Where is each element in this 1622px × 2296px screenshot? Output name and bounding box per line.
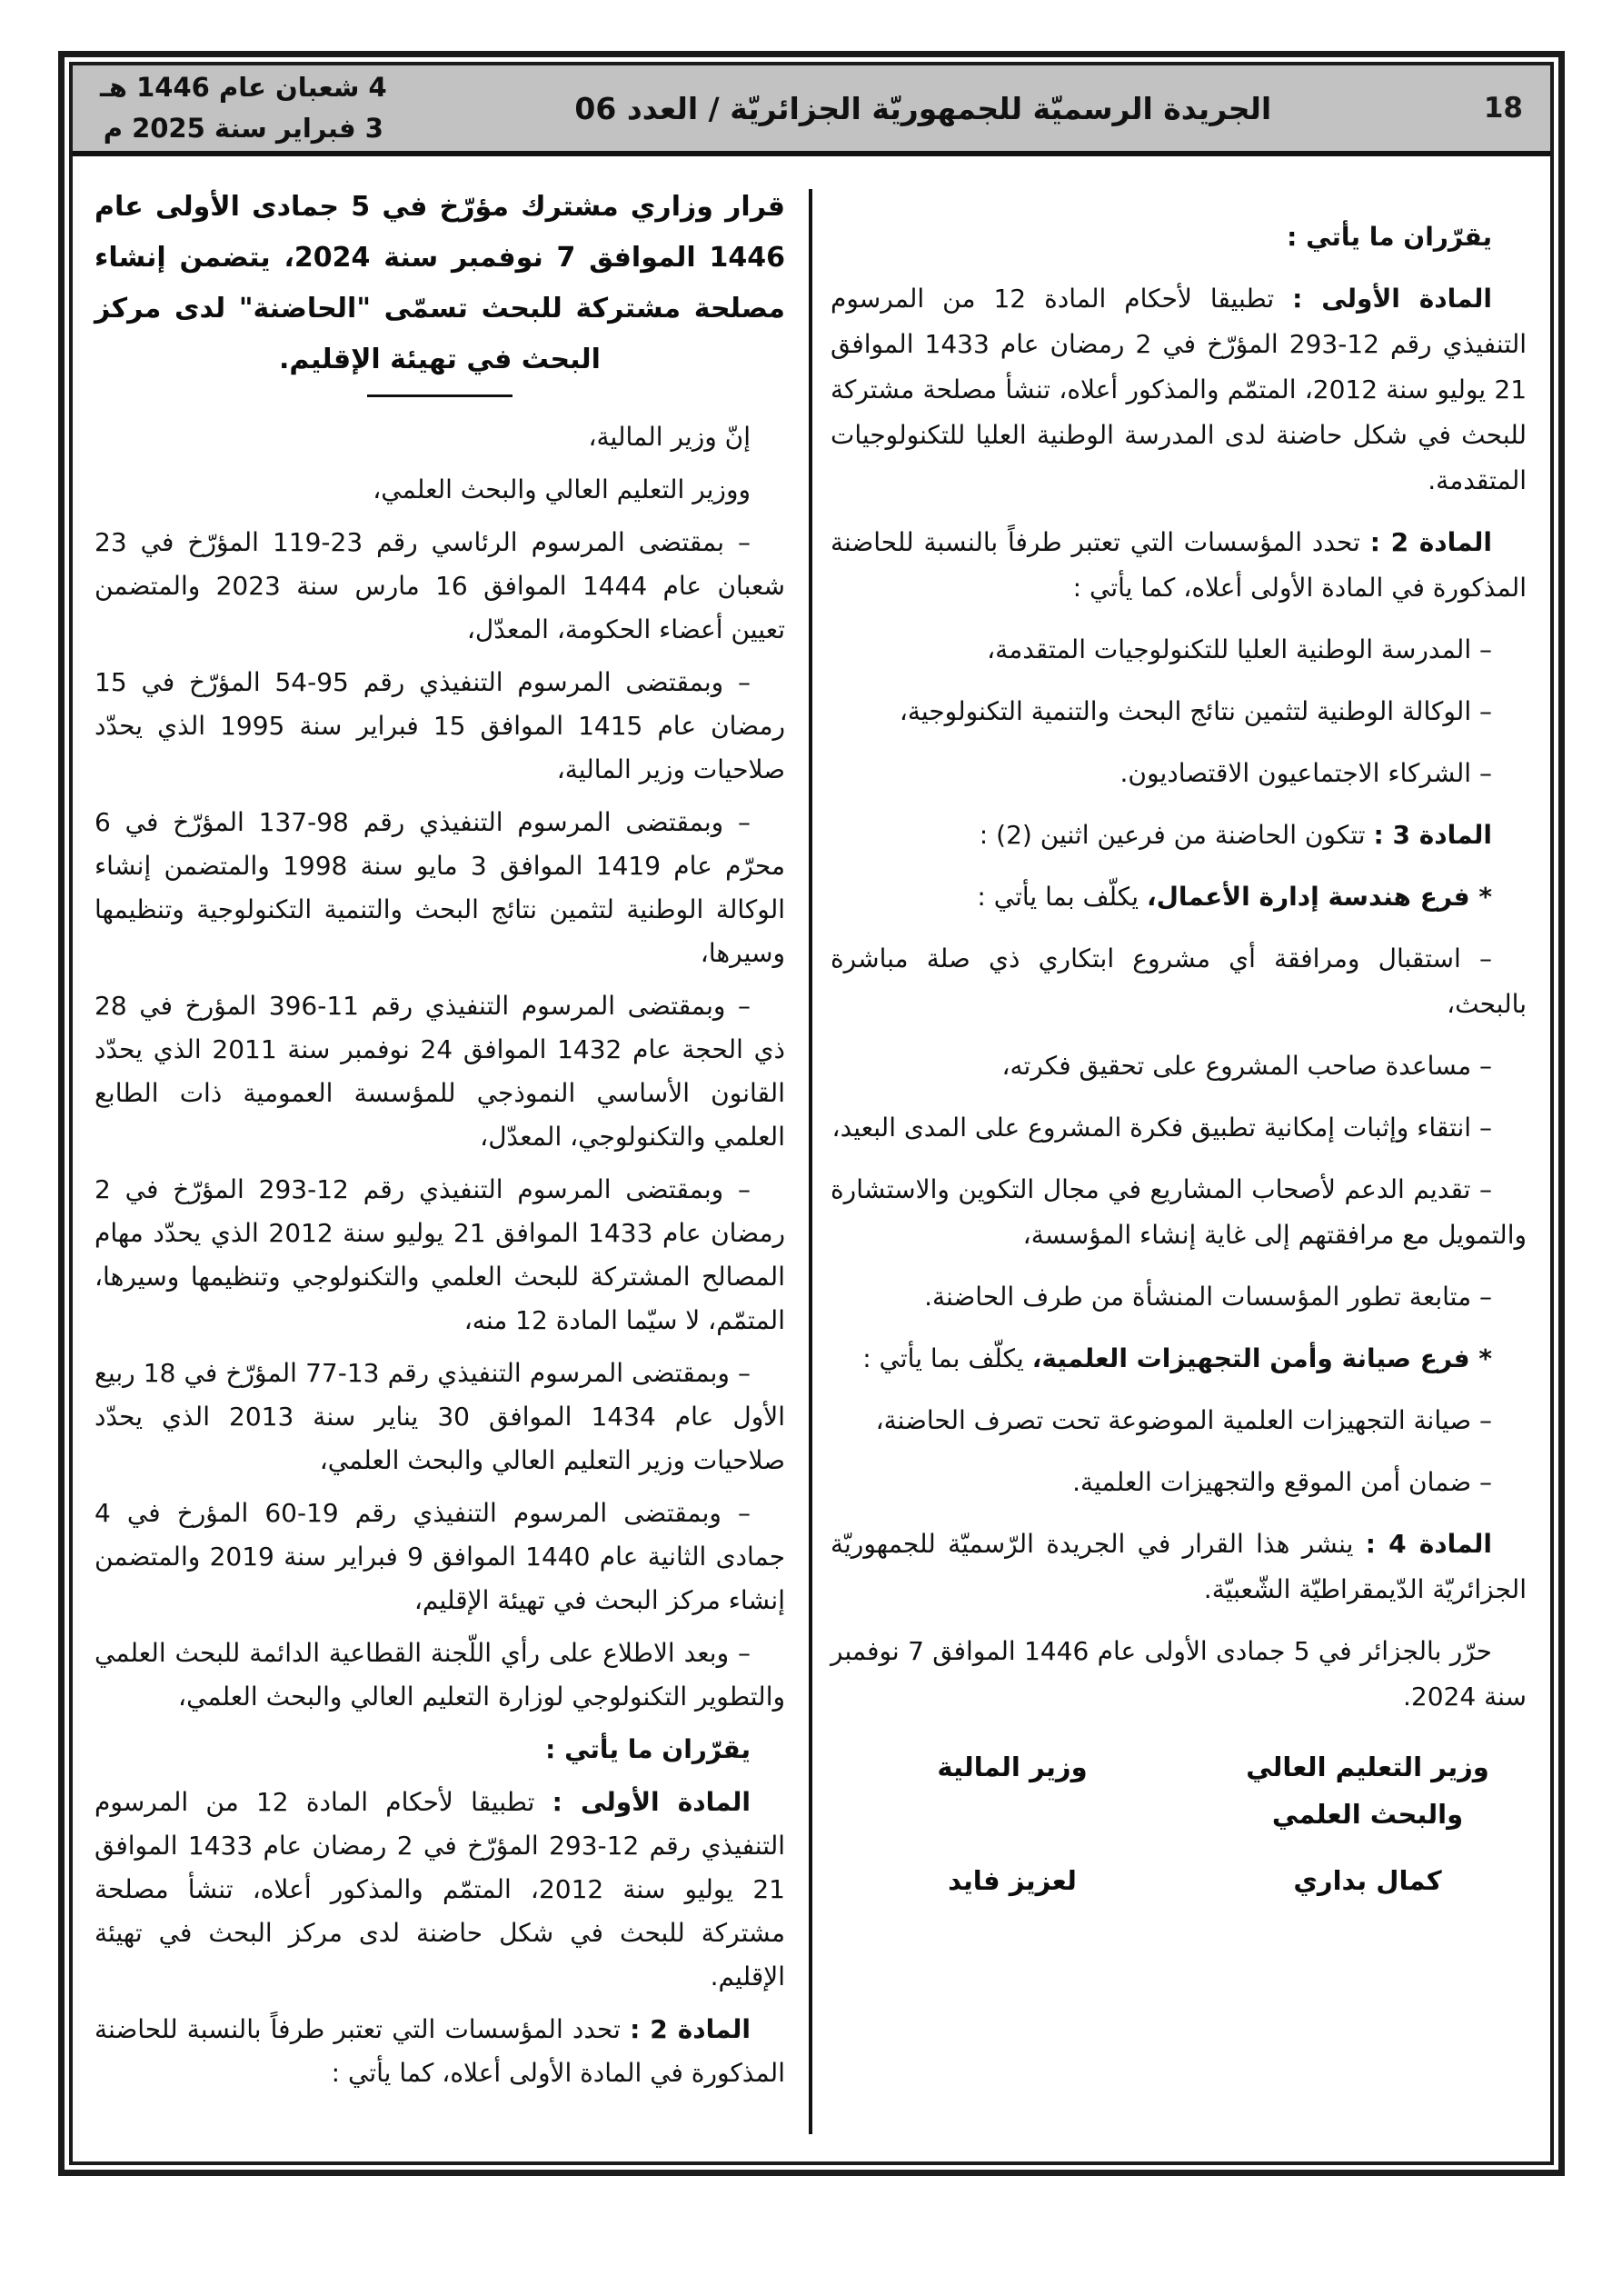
visa-item [95, 1352, 785, 1482]
visa-item [95, 521, 785, 652]
list-item [831, 1398, 1527, 1443]
list-item [831, 1105, 1527, 1151]
page-frame-inner [69, 62, 1554, 2165]
paragraph-lead: المادة الأولى : [552, 1787, 751, 1817]
paragraph-text: – الشركاء الاجتماعيون الاقتصاديون. [1119, 758, 1492, 788]
article-4 [831, 1522, 1527, 1612]
paragraph-lead: المادة 3 : [1373, 820, 1492, 850]
paragraph-text: تحدد المؤسسات التي تعتبر طرفاً بالنسبة للحاضنة المذكورة في المادة الأولى أعلاه، كما يأتي : [95, 2014, 785, 2088]
paragraph-text: إنّ وزير المالية، [588, 422, 751, 452]
paragraph-text: – وبمقتضى المرسوم التنفيذي رقم 11-396 المؤرخ في 28 ذي الحجة عام 1432 الموافق 24 نوفمبر سنة 2011 الذي يحدّد القانون الأساسي النموذجي للمؤسسة العمومية ذات الطابع العلمي والتكنولوجي، المعدّل، [95, 991, 785, 1152]
paragraph-text: تتكون الحاضنة من فرعين اثنين (2) : [979, 820, 1366, 850]
paragraph-lead: يقرّران ما يأتي : [545, 1734, 751, 1764]
date-gregorian: 3 فبراير سنة 2025 م [103, 113, 383, 144]
visa-item [95, 1168, 785, 1343]
article-2 [831, 520, 1527, 611]
journal-title: الجريدة الرسميّة للجمهوريّة الجزائريّة / العدد 06 [574, 90, 1272, 126]
visa-item [95, 1492, 785, 1622]
decision-intro [95, 1728, 785, 1772]
paragraph-text: تطبيقا لأحكام المادة 12 من المرسوم التنفيذي رقم 12-293 المؤرّخ في 2 رمضان عام 1433 الموافق 21 يوليو سنة 2012، المتمّم والمذكور أعلاه، تنشأ مصلحة مشتركة للبحث في شكل حاضنة لدى المدرسة الوطنية العليا للتكنولوجيات المتقدمة. [831, 284, 1527, 495]
signatures [858, 1743, 1518, 1896]
paragraph-text: – بمقتضى المرسوم الرئاسي رقم 23-119 المؤرّخ في 23 شعبان عام 1444 الموافق 16 مارس سنة 2023 والمتضمن تعيين أعضاء الحكومة، المعدّل، [95, 527, 785, 644]
article-3 [831, 813, 1527, 858]
signature-higher-education-minister [1218, 1743, 1518, 1896]
list-item [831, 751, 1527, 796]
page-frame [58, 51, 1565, 2176]
paragraph-text: تطبيقا لأحكام المادة 12 من المرسوم التنفيذي رقم 12-293 المؤرّخ في 2 رمضان عام 1433 الموافق 21 يوليو سنة 2012، المتمّم والمذكور أعلاه، تنشأ مصلحة مشتركة للبحث في شكل حاضنة لدى مركز البحث في تهيئة الإقليم. [95, 1787, 786, 1992]
signature-date-line [831, 1629, 1527, 1720]
list-item [831, 1167, 1527, 1258]
paragraph-lead: * فرع هندسة إدارة الأعمال، [1146, 882, 1492, 912]
paragraph-lead: المادة 2 : [630, 2014, 751, 2044]
signature-title-line: والبحث العلمي [1271, 1799, 1464, 1830]
paragraph-text: – انتقاء وإثبات إمكانية تطبيق فكرة المشروع على المدى البعيد، [831, 1113, 1492, 1143]
article-1 [831, 276, 1527, 504]
list-item [831, 1274, 1527, 1320]
paragraph-text: – المدرسة الوطنية العليا للتكنولوجيات المتقدمة، [987, 634, 1492, 664]
list-item [831, 627, 1527, 673]
preamble-line [95, 468, 785, 512]
paragraph-text: – صيانة التجهيزات العلمية الموضوعة تحت تصرف الحاضنة، [875, 1405, 1492, 1435]
decision-intro [831, 215, 1527, 260]
visa-item [95, 984, 785, 1159]
left-column [73, 156, 809, 2161]
paragraph-lead: المادة الأولى : [1292, 284, 1493, 314]
signature-title-line: وزير المالية [937, 1752, 1088, 1782]
date-hijri: 4 شعبان عام 1446 هـ [100, 72, 387, 104]
right-column [812, 156, 1550, 2161]
paragraph-text: حرّر بالجزائر في 5 جمادى الأولى عام 1446 الموافق 7 نوفمبر سنة 2024. [831, 1636, 1527, 1712]
paragraph-text: – وبمقتضى المرسوم التنفيذي رقم 95-54 المؤرّخ في 15 رمضان عام 1415 الموافق 15 فبراير سنة 1995 الذي يحدّد صلاحيات وزير المالية، [95, 667, 785, 784]
signature-title [1218, 1743, 1518, 1838]
header [73, 65, 1550, 156]
list-item [831, 1460, 1527, 1505]
paragraph-text: – متابعة تطور المؤسسات المنشأة من طرف الحاضنة. [924, 1282, 1492, 1312]
paragraph-text: يكلّف بما يأتي : [862, 1343, 1024, 1373]
visa-item [95, 661, 785, 792]
paragraph-text: – تقديم الدعم لأصحاب المشاريع في مجال التكوين والاستشارة والتمويل مع مرافقتهم إلى غاية إنشاء المؤسسة، [831, 1174, 1527, 1250]
decree-title: قرار وزاري مشترك مؤرّخ في 5 جمادى الأولى عام 1446 الموافق 7 نوفمبر سنة 2024، يتضمن إنشاء مصلحة مشتركة للبحث تسمّى "الحاضنة" لدى مركز البحث في تهيئة الإقليم. [95, 191, 786, 375]
signature-title [894, 1743, 1130, 1791]
paragraph-text: – مساعدة صاحب المشروع على تحقيق فكرته، [1001, 1051, 1492, 1081]
paragraph-text: ووزير التعليم العالي والبحث العلمي، [373, 474, 751, 504]
content-columns [73, 156, 1550, 2161]
visa-item [95, 1632, 785, 1719]
paragraph-text: يكلّف بما يأتي : [977, 882, 1139, 912]
paragraph-lead: * فرع صيانة وأمن التجهيزات العلمية، [1031, 1343, 1492, 1373]
signature-name: كمال بداري [1293, 1865, 1442, 1896]
column-divider [809, 189, 812, 2134]
header-dates [100, 67, 387, 149]
page-number: 18 [1483, 92, 1523, 125]
paragraph-lead: المادة 2 : [1369, 527, 1493, 557]
paragraph-text: – الوكالة الوطنية لتثمين نتائج البحث والتنمية التكنولوجية، [899, 696, 1492, 726]
paragraph-text: – استقبال ومرافقة أي مشروع ابتكاري ذي صلة مباشرة بالبحث، [831, 943, 1527, 1019]
article-2 [95, 2008, 785, 2095]
paragraph-text: – وبعد الاطلاع على رأي اللّجنة القطاعية الدائمة للبحث العلمي والتطوير التكنولوجي لوزارة التعليم العالي والبحث العلمي، [95, 1638, 785, 1712]
preamble-line [95, 415, 785, 459]
paragraph-text: – وبمقتضى المرسوم التنفيذي رقم 19-60 المؤرخ في 4 جمادى الثانية عام 1440 الموافق 9 فبراير سنة 2019 والمتضمن إنشاء مركز البحث في تهيئة الإقليم، [95, 1498, 786, 1615]
visa-item [95, 801, 785, 975]
branch-equipment-maintenance [831, 1336, 1527, 1382]
list-item [831, 936, 1527, 1027]
list-item [831, 689, 1527, 734]
signature-finance-minister [858, 1743, 1130, 1896]
signature-name: لعزيز فايد [948, 1865, 1077, 1896]
paragraph-text: – وبمقتضى المرسوم التنفيذي رقم 98-137 المؤرّخ في 6 محرّم عام 1419 الموافق 3 مايو سنة 1998 والمتضمن إنشاء الوكالة الوطنية لتثمين نتائج البحث والتنمية التكنولوجية وتنظيمها وسيرها، [95, 807, 786, 968]
title-separator [367, 394, 512, 397]
list-item [831, 1043, 1527, 1089]
paragraph-lead: يقرّران ما يأتي : [1287, 222, 1492, 252]
signature-title-line: وزير التعليم العالي [1246, 1752, 1489, 1782]
paragraph-text: – وبمقتضى المرسوم التنفيذي رقم 13-77 المؤرّخ في 18 ربيع الأول عام 1434 الموافق 30 يناير سنة 2013 الذي يحدّد صلاحيات وزير التعليم العالي والبحث العلمي، [95, 1358, 786, 1475]
paragraph-text: – ضمان أمن الموقع والتجهيزات العلمية. [1072, 1467, 1492, 1497]
article-1 [95, 1781, 785, 1999]
paragraph-text: تحدد المؤسسات التي تعتبر طرفاً بالنسبة للحاضنة المذكورة في المادة الأولى أعلاه، كما يأتي : [831, 527, 1527, 603]
paragraph-text: ينشر هذا القرار في الجريدة الرّسميّة للجمهوريّة الجزائريّة الدّيمقراطيّة الشّعبيّة. [831, 1529, 1527, 1604]
paragraph-lead: المادة 4 : [1365, 1529, 1493, 1559]
branch-business-engineering [831, 874, 1527, 920]
paragraph-text: – وبمقتضى المرسوم التنفيذي رقم 12-293 المؤرّخ في 2 رمضان عام 1433 الموافق 21 يوليو سنة 2012 الذي يحدّد مهام المصالح المشتركة للبحث العلمي والتكنولوجي وتنظيمها وسيرها، المتمّم، لا سيّما المادة 12 منه، [95, 1174, 786, 1335]
